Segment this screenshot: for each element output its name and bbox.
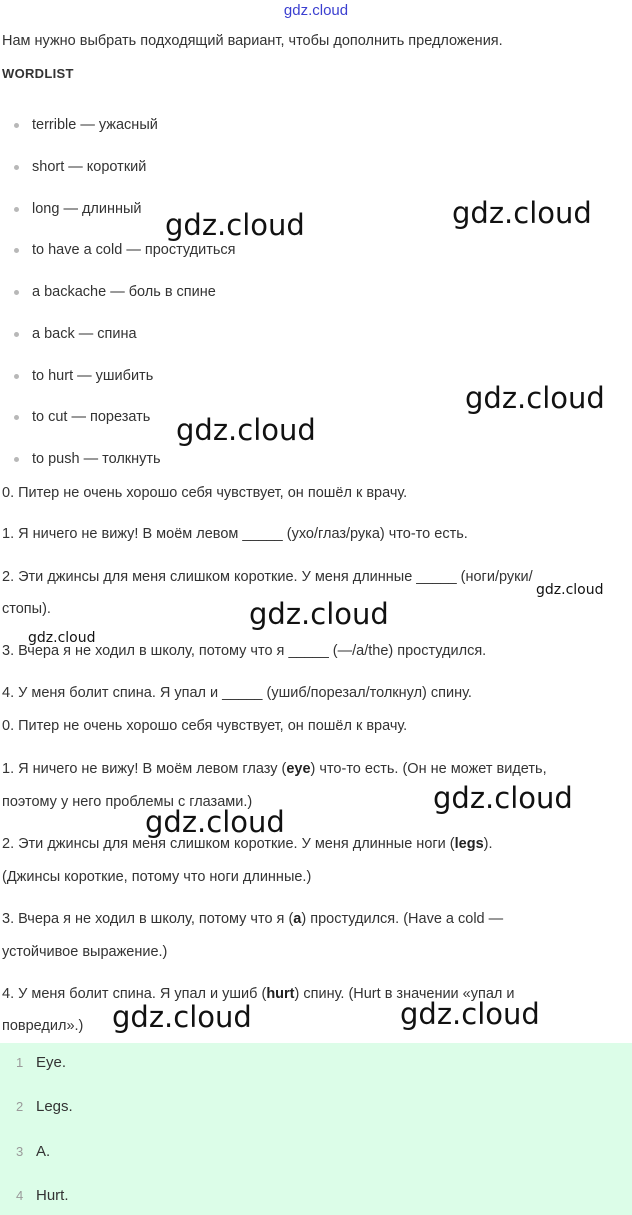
intro-text: Нам нужно выбрать подходящий вариант, чтобы дополнить предложения.	[2, 33, 503, 49]
bullet-icon	[14, 248, 19, 253]
solution-sentence-1-cont: поэтому у него проблемы с глазами.)	[2, 794, 253, 810]
wordlist-item: to have a cold — простудиться	[14, 240, 236, 260]
bullet-icon	[14, 123, 19, 128]
answer-item: 1 Eye.	[16, 1054, 67, 1071]
watermark: gdz.cloud	[165, 208, 305, 242]
solution-sentence-0: 0. Питер не очень хорошо себя чувствует, он пошёл к врачу.	[2, 718, 408, 734]
task-sentence-2-cont: стопы).	[2, 601, 51, 617]
watermark: gdz.cloud	[465, 381, 605, 415]
solution-sentence-2-cont: (Джинсы короткие, потому что ноги длинные.)	[2, 869, 312, 885]
task-sentence-2: 2. Эти джинсы для меня слишком короткие. У меня длинные _____ (ноги/руки/	[2, 569, 533, 585]
wordlist-item: a back — спина	[14, 324, 137, 344]
solution-sentence-3-cont: устойчивое выражение.)	[2, 944, 168, 960]
wordlist-item: to cut — порезать	[14, 407, 150, 427]
task-sentence-1: 1. Я ничего не вижу! В моём левом _____ (ухо/глаз/рука) что-то есть.	[2, 526, 468, 542]
wordlist-item: a backache — боль в спине	[14, 282, 216, 302]
watermark: gdz.cloud	[433, 781, 573, 815]
solution-sentence-3: 3. Вчера я не ходил в школу, потому что я (a) простудился. (Have a cold —	[2, 911, 504, 927]
solution-sentence-1: 1. Я ничего не вижу! В моём левом глазу (eye) что-то есть. (Он не может видеть,	[2, 761, 547, 777]
answer-item: 3 A.	[16, 1143, 51, 1160]
watermark: gdz.cloud	[28, 630, 96, 646]
watermark: gdz.cloud	[145, 805, 285, 839]
watermark: gdz.cloud	[452, 196, 592, 230]
wordlist-item: short — короткий	[14, 157, 146, 177]
wordlist-item: to push — толкнуть	[14, 449, 161, 469]
wordlist-item: terrible — ужасный	[14, 115, 158, 135]
bullet-icon	[14, 374, 19, 379]
answer-item: 2 Legs.	[16, 1098, 73, 1115]
task-sentence-3: 3. Вчера я не ходил в школу, потому что я _____ (—/a/the) простудился.	[2, 643, 487, 659]
bullet-icon	[14, 207, 19, 212]
bullet-icon	[14, 332, 19, 337]
bullet-icon	[14, 290, 19, 295]
site-logo[interactable]: gdz.cloud	[283, 2, 349, 19]
wordlist-item: long — длинный	[14, 199, 142, 219]
wordlist-item: to hurt — ушибить	[14, 366, 153, 386]
watermark: gdz.cloud	[176, 413, 316, 447]
bullet-icon	[14, 165, 19, 170]
task-sentence-4: 4. У меня болит спина. Я упал и _____ (ушиб/порезал/толкнул) спину.	[2, 685, 472, 701]
bullet-icon	[14, 457, 19, 462]
watermark: gdz.cloud	[249, 597, 389, 631]
solution-sentence-4: 4. У меня болит спина. Я упал и ушиб (hurt) спину. (Hurt в значении «упал и	[2, 986, 515, 1002]
solution-sentence-2: 2. Эти джинсы для меня слишком короткие. У меня длинные ноги (legs).	[2, 836, 493, 852]
watermark: gdz.cloud	[112, 1000, 252, 1034]
solution-sentence-4-cont: повредил».)	[2, 1018, 84, 1034]
watermark: gdz.cloud	[536, 582, 604, 598]
answer-item: 4 Hurt.	[16, 1187, 69, 1204]
answers-panel	[0, 1043, 632, 1215]
bullet-icon	[14, 415, 19, 420]
wordlist-heading: WORDLIST	[2, 66, 74, 81]
watermark: gdz.cloud	[400, 997, 540, 1031]
task-sentence-0: 0. Питер не очень хорошо себя чувствует, он пошёл к врачу.	[2, 485, 408, 501]
